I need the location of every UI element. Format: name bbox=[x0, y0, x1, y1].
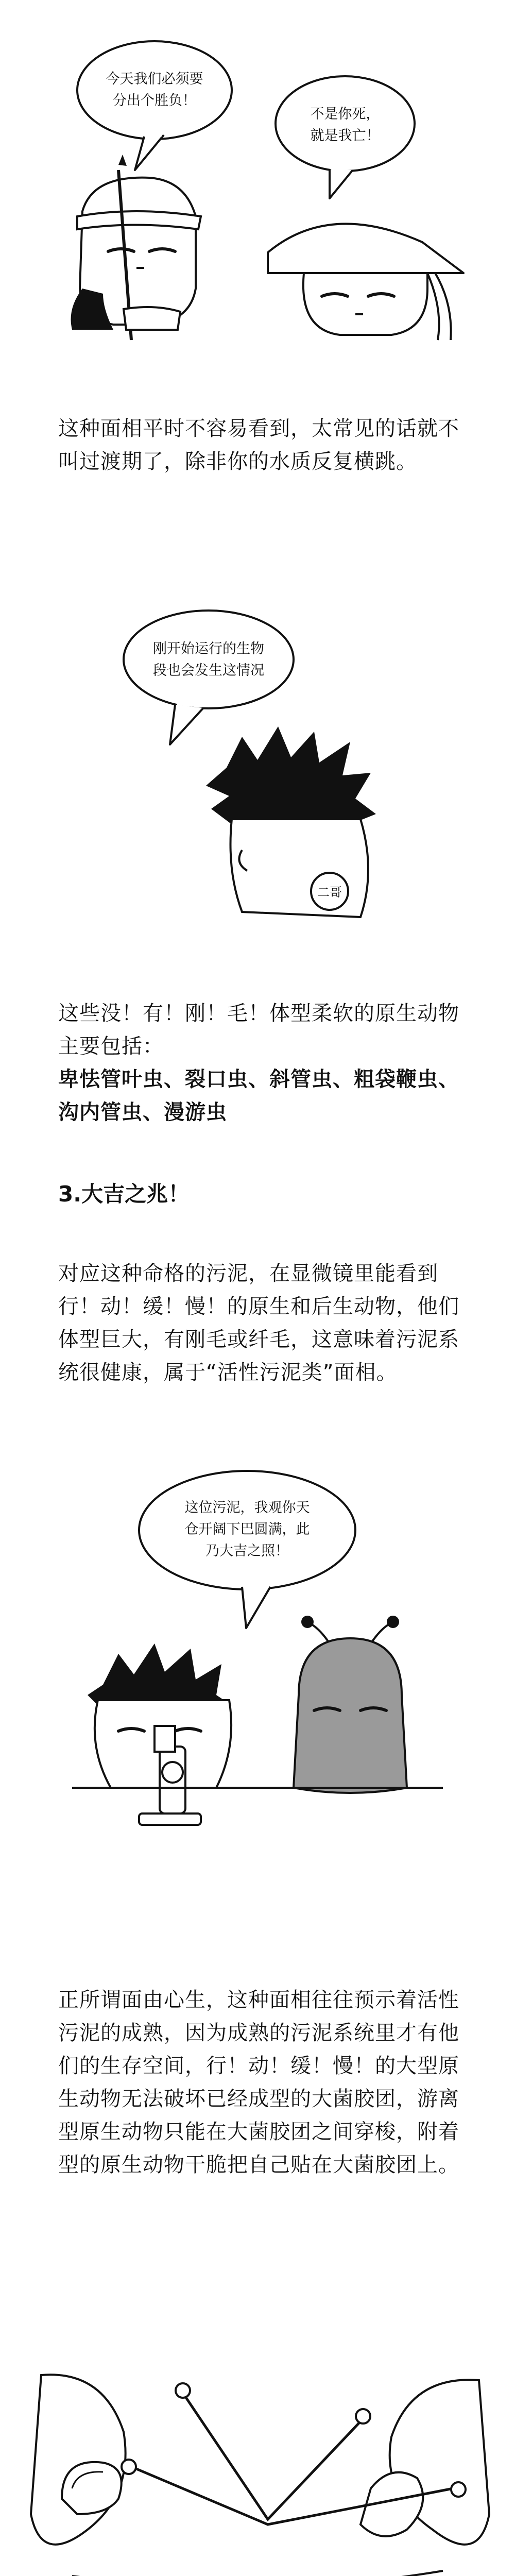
shirt-label: 二哥 bbox=[317, 885, 342, 900]
paragraph-transition-face bbox=[58, 412, 460, 478]
bubble-line-2: 仓开阔下巴圆满，此 bbox=[184, 1521, 310, 1537]
comic-panel-erge bbox=[0, 582, 515, 953]
comic-erge-illustration bbox=[0, 582, 515, 953]
paragraph-text: 正所谓面由心生，这种面相往往预示着活性污泥的成熟，因为成熟的污泥系统里才有他们的生存空间，行！动！缓！慢！的大型原生动物无法破坏已经成型的大菌胶团，游离型原生动物只能在大菌胶团之间穿梭，附着型的原生动物干脆把自己贴在大菌胶团上。 bbox=[58, 1988, 459, 2177]
comic-panel-microscope bbox=[0, 1458, 515, 1855]
comic-panel-floc bbox=[0, 2360, 515, 2576]
bubble-line-3: 乃大吉之照！ bbox=[205, 1543, 289, 1559]
paragraph-mature-sludge bbox=[58, 1984, 460, 2181]
bubble-line-1: 刚开始运行的生物 bbox=[153, 641, 264, 657]
paragraph-text: 对应这种命格的污泥，在显微镜里能看到行！动！缓！慢！的原生和后生动物，他们体型巨大，有刚毛或纤毛，这意味着污泥系统很健康，属于“活性污泥类”面相。 bbox=[58, 1262, 459, 1384]
bubble-line-1: 这位污泥，我观你天 bbox=[184, 1500, 310, 1516]
paragraph-intro: 这些没！有！刚！毛！体型柔软的原生动物主要包括： bbox=[58, 1002, 459, 1058]
comic-duel-illustration bbox=[0, 0, 515, 361]
protozoa-species-list: 卑怯管叶虫、裂口虫、斜管虫、粗袋鞭虫、沟内管虫、漫游虫 bbox=[58, 1067, 459, 1124]
paragraph-lucky-sign bbox=[58, 1257, 460, 1389]
gray-alien-character bbox=[294, 1616, 407, 1793]
section-heading: 3.大吉之兆！ bbox=[58, 1181, 190, 1207]
bubble-left-line-1: 今天我们必须要 bbox=[106, 71, 203, 87]
erge-character bbox=[206, 726, 376, 917]
comic-floc-illustration bbox=[0, 2360, 515, 2576]
comic-panel-duel bbox=[0, 0, 515, 361]
left-warrior-character bbox=[71, 155, 201, 340]
bubble-right-line-1: 不是你死， bbox=[310, 106, 380, 122]
bubble-left-line-2: 分出个胜负！ bbox=[113, 93, 196, 109]
comic-microscope-illustration bbox=[0, 1458, 515, 1855]
bubble-line-2: 段也会发生这情况 bbox=[153, 663, 264, 679]
paragraph-protozoa-list bbox=[58, 997, 460, 1129]
paragraph-text: 这种面相平时不容易看到，太常见的话就不叫过渡期了，除非你的水质反复横跳。 bbox=[58, 417, 459, 473]
right-straw-hat-character bbox=[268, 224, 464, 340]
bubble-right-line-2: 就是我亡！ bbox=[310, 128, 380, 144]
